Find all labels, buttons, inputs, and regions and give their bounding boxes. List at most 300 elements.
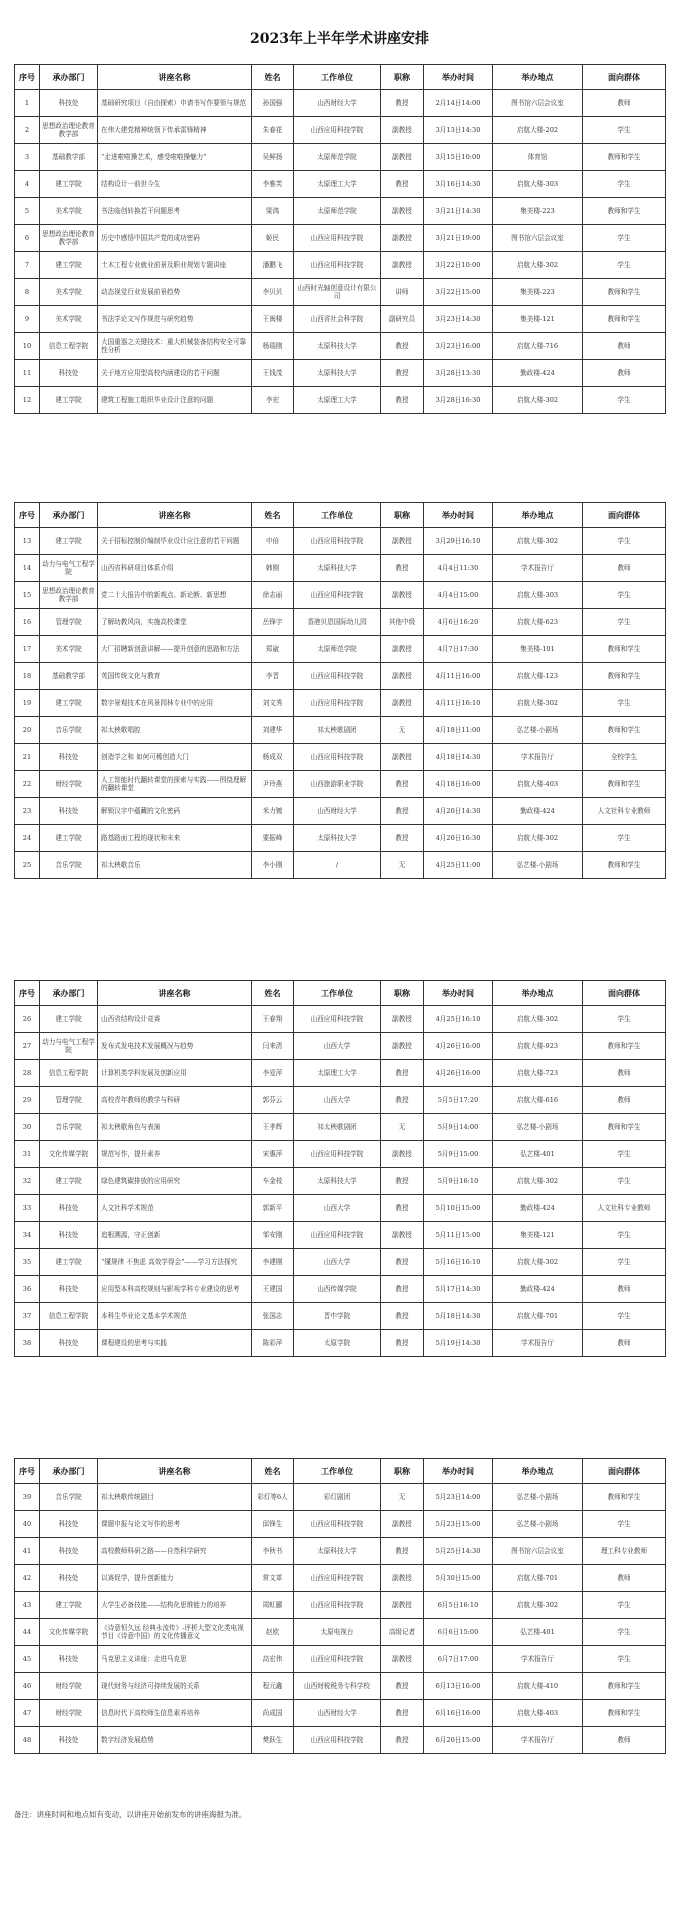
column-header: 承办部门 bbox=[40, 1459, 98, 1484]
cell-location: 集美楼-223 bbox=[493, 279, 583, 306]
cell-affiliation: 祁太秧歌剧团 bbox=[294, 717, 381, 744]
cell-department: 音乐学院 bbox=[40, 1484, 98, 1511]
cell-lecture-title: 书法学论文写作规范与研究趋势 bbox=[98, 306, 252, 333]
cell-lecture-title: 祁太秧歌音乐 bbox=[98, 852, 252, 879]
schedule-table-4 bbox=[14, 1458, 666, 1754]
cell-location: 学术报告厅 bbox=[493, 555, 583, 582]
table-row bbox=[15, 90, 666, 117]
column-header: 讲座名称 bbox=[98, 503, 252, 528]
cell-rank: 副教授 bbox=[381, 198, 424, 225]
cell-lecture-title: 英国传统文化与教育 bbox=[98, 663, 252, 690]
cell-time: 3月16日14:30 bbox=[424, 171, 493, 198]
cell-rank: 无 bbox=[381, 1114, 424, 1141]
cell-time: 6月13日16:00 bbox=[424, 1673, 493, 1700]
cell-department: 科技处 bbox=[40, 90, 98, 117]
cell-department: 基础教学部 bbox=[40, 144, 98, 171]
column-header: 面向群体 bbox=[583, 503, 666, 528]
cell-location: 启航大楼-202 bbox=[493, 117, 583, 144]
cell-speaker: 吴鲜扬 bbox=[252, 144, 294, 171]
table-row bbox=[15, 1168, 666, 1195]
cell-affiliation: 太原师范学院 bbox=[294, 636, 381, 663]
cell-speaker: 郑崴 bbox=[252, 636, 294, 663]
cell-time: 5月9日15:00 bbox=[424, 1141, 493, 1168]
cell-location: 图书馆六层会议室 bbox=[493, 90, 583, 117]
cell-time: 3月23日16:00 bbox=[424, 333, 493, 360]
table-row bbox=[15, 171, 666, 198]
cell-department: 科技处 bbox=[40, 1646, 98, 1673]
cell-rank: 教授 bbox=[381, 1727, 424, 1754]
table-row bbox=[15, 1619, 666, 1646]
cell-rank: 教授 bbox=[381, 360, 424, 387]
cell-rank: 副教授 bbox=[381, 528, 424, 555]
table-row bbox=[15, 1114, 666, 1141]
cell-department: 科技处 bbox=[40, 1222, 98, 1249]
cell-audience: 教师和学生 bbox=[583, 1114, 666, 1141]
cell-audience: 教师和学生 bbox=[583, 1700, 666, 1727]
cell-rank: 副教授 bbox=[381, 1592, 424, 1619]
cell-location: 集美楼-101 bbox=[493, 636, 583, 663]
cell-department: 建工学院 bbox=[40, 1168, 98, 1195]
cell-speaker: 郭芬云 bbox=[252, 1087, 294, 1114]
table-row bbox=[15, 1087, 666, 1114]
cell-index: 4 bbox=[15, 171, 40, 198]
cell-department: 财经学院 bbox=[40, 1700, 98, 1727]
cell-department: 建工学院 bbox=[40, 1006, 98, 1033]
cell-location: 弘艺楼-小剧场 bbox=[493, 852, 583, 879]
cell-rank: 讲师 bbox=[381, 279, 424, 306]
table-row bbox=[15, 387, 666, 414]
cell-speaker: 车金枝 bbox=[252, 1168, 294, 1195]
column-header: 讲座名称 bbox=[98, 981, 252, 1006]
cell-speaker: 李贝贝 bbox=[252, 279, 294, 306]
cell-rank: 副教授 bbox=[381, 663, 424, 690]
column-header: 序号 bbox=[15, 65, 40, 90]
cell-lecture-title: 建筑工程施工组织毕业设计注意的问题 bbox=[98, 387, 252, 414]
cell-rank: 教授 bbox=[381, 333, 424, 360]
cell-rank: 副教授 bbox=[381, 582, 424, 609]
cell-location: 集美楼-121 bbox=[493, 1222, 583, 1249]
cell-rank: 教授 bbox=[381, 1168, 424, 1195]
table-row bbox=[15, 333, 666, 360]
cell-affiliation: 太原科技大学 bbox=[294, 825, 381, 852]
cell-speaker: 王孝辉 bbox=[252, 1114, 294, 1141]
cell-index: 44 bbox=[15, 1619, 40, 1646]
cell-rank: 副教授 bbox=[381, 252, 424, 279]
cell-affiliation: 祁太秧歌剧团 bbox=[294, 1114, 381, 1141]
cell-index: 2 bbox=[15, 117, 40, 144]
cell-speaker: 申倍 bbox=[252, 528, 294, 555]
cell-speaker: 梁鸿 bbox=[252, 198, 294, 225]
cell-speaker: 李晋 bbox=[252, 663, 294, 690]
cell-speaker: 程元鑫 bbox=[252, 1673, 294, 1700]
cell-index: 40 bbox=[15, 1511, 40, 1538]
column-header: 举办时间 bbox=[424, 65, 493, 90]
cell-location: 学术报告厅 bbox=[493, 1330, 583, 1357]
cell-affiliation: 太原理工大学 bbox=[294, 387, 381, 414]
cell-department: 科技处 bbox=[40, 1538, 98, 1565]
cell-lecture-title: 现代财务与经济可持续发展的关系 bbox=[98, 1673, 252, 1700]
column-header: 面向群体 bbox=[583, 65, 666, 90]
cell-audience: 教师 bbox=[583, 90, 666, 117]
cell-rank: 教授 bbox=[381, 1087, 424, 1114]
cell-location: 弘艺楼-401 bbox=[493, 1619, 583, 1646]
table-row bbox=[15, 744, 666, 771]
cell-location: 启航大楼-403 bbox=[493, 1700, 583, 1727]
cell-audience: 学生 bbox=[583, 1141, 666, 1168]
cell-speaker: 李小刚 bbox=[252, 852, 294, 879]
cell-affiliation: 山西旅游职业学院 bbox=[294, 771, 381, 798]
cell-rank: 副研究员 bbox=[381, 306, 424, 333]
cell-affiliation: 山西应用科技学院 bbox=[294, 744, 381, 771]
table-row bbox=[15, 1060, 666, 1087]
cell-speaker: 邹安刚 bbox=[252, 1222, 294, 1249]
cell-location: 启航大楼-723 bbox=[493, 1060, 583, 1087]
cell-lecture-title: 《诗意恒久远 经典永流传》-评析大型文化类电视节目《诗意中国》的文化传播意义 bbox=[98, 1619, 252, 1646]
cell-rank: 教授 bbox=[381, 1538, 424, 1565]
cell-index: 31 bbox=[15, 1141, 40, 1168]
column-header: 承办部门 bbox=[40, 503, 98, 528]
cell-time: 6月20日15:00 bbox=[424, 1727, 493, 1754]
cell-lecture-title: 基础研究项目（自由探索）申请书写作要领与规范 bbox=[98, 90, 252, 117]
cell-lecture-title: 结构设计一前世今生 bbox=[98, 171, 252, 198]
column-header: 职称 bbox=[381, 981, 424, 1006]
cell-rank: 无 bbox=[381, 1484, 424, 1511]
cell-rank: 无 bbox=[381, 852, 424, 879]
cell-lecture-title: 祁太秧歌唱腔 bbox=[98, 717, 252, 744]
cell-index: 45 bbox=[15, 1646, 40, 1673]
cell-affiliation: 山西大学 bbox=[294, 1195, 381, 1222]
cell-affiliation: 太原理工大学 bbox=[294, 171, 381, 198]
cell-time: 4月4日11:30 bbox=[424, 555, 493, 582]
cell-time: 5月11日15:00 bbox=[424, 1222, 493, 1249]
cell-speaker: 邱锋生 bbox=[252, 1511, 294, 1538]
cell-rank: 副教授 bbox=[381, 690, 424, 717]
cell-time: 4月20日16:30 bbox=[424, 825, 493, 852]
cell-location: 弘艺楼-小剧场 bbox=[493, 1114, 583, 1141]
cell-audience: 教师和学生 bbox=[583, 717, 666, 744]
column-header: 举办时间 bbox=[424, 503, 493, 528]
cell-location: 启航大楼-302 bbox=[493, 528, 583, 555]
cell-lecture-title: 数字景观技术在风景园林专业中的应用 bbox=[98, 690, 252, 717]
cell-audience: 教师和学生 bbox=[583, 1484, 666, 1511]
cell-lecture-title: 绿色建筑碳排放的应用研究 bbox=[98, 1168, 252, 1195]
cell-time: 5月23日15:00 bbox=[424, 1511, 493, 1538]
cell-location: 图书馆六层会议室 bbox=[493, 1538, 583, 1565]
cell-department: 科技处 bbox=[40, 1565, 98, 1592]
cell-rank: 教授 bbox=[381, 771, 424, 798]
cell-location: 启航大楼-302 bbox=[493, 1249, 583, 1276]
cell-department: 美术学院 bbox=[40, 306, 98, 333]
cell-department: 建工学院 bbox=[40, 171, 98, 198]
cell-index: 15 bbox=[15, 582, 40, 609]
cell-location: 启航大楼-302 bbox=[493, 1006, 583, 1033]
cell-affiliation: 山西财经大学 bbox=[294, 798, 381, 825]
cell-rank: 副教授 bbox=[381, 144, 424, 171]
cell-index: 11 bbox=[15, 360, 40, 387]
cell-index: 22 bbox=[15, 771, 40, 798]
cell-audience: 学生 bbox=[583, 1592, 666, 1619]
cell-department: 思想政治理论教育教学部 bbox=[40, 117, 98, 144]
cell-lecture-title: 祁太秧歌角色与表演 bbox=[98, 1114, 252, 1141]
cell-time: 5月17日14:30 bbox=[424, 1276, 493, 1303]
table-header-row bbox=[15, 65, 666, 90]
column-header: 举办地点 bbox=[493, 65, 583, 90]
cell-audience: 学生 bbox=[583, 582, 666, 609]
cell-affiliation: 太原电视台 bbox=[294, 1619, 381, 1646]
column-header: 举办时间 bbox=[424, 1459, 493, 1484]
cell-affiliation: 山西应用科技学院 bbox=[294, 1006, 381, 1033]
cell-lecture-title: 马克思主义讲座：走进马克思 bbox=[98, 1646, 252, 1673]
cell-audience: 学生 bbox=[583, 1249, 666, 1276]
cell-audience: 全校学生 bbox=[583, 744, 666, 771]
cell-speaker: 宋惠萍 bbox=[252, 1141, 294, 1168]
column-header: 举办地点 bbox=[493, 981, 583, 1006]
column-header: 职称 bbox=[381, 503, 424, 528]
cell-speaker: 姬民 bbox=[252, 225, 294, 252]
cell-lecture-title: 关于招标控制价编制毕业设计应注意的若干问题 bbox=[98, 528, 252, 555]
cell-index: 20 bbox=[15, 717, 40, 744]
cell-rank: 教授 bbox=[381, 171, 424, 198]
cell-time: 4月18日16:00 bbox=[424, 771, 493, 798]
cell-time: 3月28日13:30 bbox=[424, 360, 493, 387]
cell-speaker: 杨成双 bbox=[252, 744, 294, 771]
table-row bbox=[15, 279, 666, 306]
footnote: 备注：讲座时间和地点如有变动，以讲座开始前发布的讲座海报为准。 bbox=[14, 1810, 247, 1819]
cell-location: 弘艺楼-401 bbox=[493, 1141, 583, 1168]
cell-speaker: 刘文秀 bbox=[252, 690, 294, 717]
cell-department: 思想政治理论教育教学部 bbox=[40, 225, 98, 252]
cell-rank: 教授 bbox=[381, 1195, 424, 1222]
cell-audience: 教师和学生 bbox=[583, 771, 666, 798]
table-row bbox=[15, 636, 666, 663]
cell-audience: 教师和学生 bbox=[583, 1033, 666, 1060]
cell-audience: 人文社科专业教师 bbox=[583, 1195, 666, 1222]
cell-speaker: 王闽楼 bbox=[252, 306, 294, 333]
cell-time: 5月18日14:30 bbox=[424, 1303, 493, 1330]
cell-audience: 教师 bbox=[583, 1330, 666, 1357]
cell-index: 42 bbox=[15, 1565, 40, 1592]
cell-department: 音乐学院 bbox=[40, 717, 98, 744]
cell-index: 5 bbox=[15, 198, 40, 225]
cell-speaker: 米力镀 bbox=[252, 798, 294, 825]
cell-audience: 教师和学生 bbox=[583, 279, 666, 306]
column-header: 讲座名称 bbox=[98, 1459, 252, 1484]
cell-time: 4月18日11:00 bbox=[424, 717, 493, 744]
cell-lecture-title: 规范写作，提升素养 bbox=[98, 1141, 252, 1168]
cell-time: 3月22日10:00 bbox=[424, 252, 493, 279]
cell-speaker: 陈彩萍 bbox=[252, 1330, 294, 1357]
cell-affiliation: 山西应用科技学院 bbox=[294, 1646, 381, 1673]
cell-lecture-title: 书法临创转换若干问题思考 bbox=[98, 198, 252, 225]
cell-speaker: 周虹郦 bbox=[252, 1592, 294, 1619]
cell-speaker: 赵欧 bbox=[252, 1619, 294, 1646]
cell-department: 科技处 bbox=[40, 798, 98, 825]
table-row bbox=[15, 1565, 666, 1592]
cell-location: 学术报告厅 bbox=[493, 1646, 583, 1673]
schedule-table-1 bbox=[14, 64, 666, 414]
cell-lecture-title: 祁太秧歌传统剧目 bbox=[98, 1484, 252, 1511]
column-header: 承办部门 bbox=[40, 65, 98, 90]
cell-index: 28 bbox=[15, 1060, 40, 1087]
cell-lecture-title: 路基路面工程的现状和未来 bbox=[98, 825, 252, 852]
cell-department: 建工学院 bbox=[40, 252, 98, 279]
cell-time: 3月23日14:30 bbox=[424, 306, 493, 333]
table-row bbox=[15, 1592, 666, 1619]
cell-department: 音乐学院 bbox=[40, 1114, 98, 1141]
cell-affiliation: 山西省社会科学院 bbox=[294, 306, 381, 333]
cell-affiliation: 晋中学院 bbox=[294, 1303, 381, 1330]
cell-speaker: 常文革 bbox=[252, 1565, 294, 1592]
cell-lecture-title: 党二十大报告中的新观点、新论断、新思想 bbox=[98, 582, 252, 609]
table-row bbox=[15, 1249, 666, 1276]
cell-department: 信息工程学院 bbox=[40, 333, 98, 360]
table-row bbox=[15, 252, 666, 279]
cell-time: 6月7日17:00 bbox=[424, 1646, 493, 1673]
cell-affiliation: 山西应用科技学院 bbox=[294, 117, 381, 144]
table-row bbox=[15, 1538, 666, 1565]
cell-lecture-title: 山西省科研项目体系介绍 bbox=[98, 555, 252, 582]
table-row bbox=[15, 306, 666, 333]
cell-department: 科技处 bbox=[40, 360, 98, 387]
cell-location: 体育馆 bbox=[493, 144, 583, 171]
cell-location: 集美楼-223 bbox=[493, 198, 583, 225]
column-header: 工作单位 bbox=[294, 981, 381, 1006]
cell-lecture-title: 土木工程专业就业前景及职业规划专题讲座 bbox=[98, 252, 252, 279]
cell-time: 4月18日14:30 bbox=[424, 744, 493, 771]
cell-speaker: 王钱茂 bbox=[252, 360, 294, 387]
cell-affiliation: 太原科技大学 bbox=[294, 1168, 381, 1195]
cell-department: 建工学院 bbox=[40, 387, 98, 414]
cell-lecture-title: 历史中感悟中国共产党的成功密码 bbox=[98, 225, 252, 252]
cell-index: 38 bbox=[15, 1330, 40, 1357]
table-row bbox=[15, 1141, 666, 1168]
cell-rank: 教授 bbox=[381, 90, 424, 117]
cell-index: 48 bbox=[15, 1727, 40, 1754]
cell-audience: 学生 bbox=[583, 528, 666, 555]
table-row bbox=[15, 198, 666, 225]
cell-speaker: 朱春花 bbox=[252, 117, 294, 144]
cell-audience: 学生 bbox=[583, 1619, 666, 1646]
cell-department: 动力与电气工程学院 bbox=[40, 555, 98, 582]
cell-affiliation: 香港贝恩国际幼儿园 bbox=[294, 609, 381, 636]
table-row bbox=[15, 1330, 666, 1357]
cell-location: 启航大楼-410 bbox=[493, 1673, 583, 1700]
cell-affiliation: 山西传媒学院 bbox=[294, 1276, 381, 1303]
cell-affiliation: 山西财税税务专科学校 bbox=[294, 1673, 381, 1700]
cell-location: 学术报告厅 bbox=[493, 744, 583, 771]
cell-affiliation: 山西应用科技学院 bbox=[294, 1222, 381, 1249]
cell-audience: 教师 bbox=[583, 1565, 666, 1592]
table-row bbox=[15, 1033, 666, 1060]
cell-audience: 教师 bbox=[583, 333, 666, 360]
column-header: 序号 bbox=[15, 981, 40, 1006]
cell-index: 21 bbox=[15, 744, 40, 771]
cell-index: 41 bbox=[15, 1538, 40, 1565]
cell-location: 勤政楼-424 bbox=[493, 360, 583, 387]
cell-index: 27 bbox=[15, 1033, 40, 1060]
cell-affiliation: 山西应用科技学院 bbox=[294, 225, 381, 252]
cell-speaker: 要振峰 bbox=[252, 825, 294, 852]
cell-department: 科技处 bbox=[40, 1276, 98, 1303]
cell-index: 25 bbox=[15, 852, 40, 879]
cell-lecture-title: 课程建设的思考与实践 bbox=[98, 1330, 252, 1357]
column-header: 序号 bbox=[15, 1459, 40, 1484]
cell-index: 33 bbox=[15, 1195, 40, 1222]
table-row bbox=[15, 528, 666, 555]
column-header: 工作单位 bbox=[294, 65, 381, 90]
cell-audience: 人文社科专业教师 bbox=[583, 798, 666, 825]
cell-department: 信息工程学院 bbox=[40, 1303, 98, 1330]
cell-lecture-title: 人工智能时代翻转课堂的探索与实践——围绕理解的翻转课堂 bbox=[98, 771, 252, 798]
cell-index: 32 bbox=[15, 1168, 40, 1195]
cell-rank: 教授 bbox=[381, 1276, 424, 1303]
cell-speaker: 韩刚 bbox=[252, 555, 294, 582]
table-row bbox=[15, 798, 666, 825]
cell-department: 管理学院 bbox=[40, 1087, 98, 1114]
cell-affiliation: 山西应用科技学院 bbox=[294, 1592, 381, 1619]
cell-index: 10 bbox=[15, 333, 40, 360]
cell-lecture-title: 课题申报与论文写作的思考 bbox=[98, 1511, 252, 1538]
cell-rank: 高级记者 bbox=[381, 1619, 424, 1646]
cell-location: 图书馆六层会议室 bbox=[493, 225, 583, 252]
cell-index: 34 bbox=[15, 1222, 40, 1249]
cell-audience: 教师 bbox=[583, 555, 666, 582]
cell-index: 30 bbox=[15, 1114, 40, 1141]
cell-lecture-title: 动态视觉行业发展前景趋势 bbox=[98, 279, 252, 306]
cell-affiliation: 太原科技大学 bbox=[294, 360, 381, 387]
cell-time: 5月19日14:30 bbox=[424, 1330, 493, 1357]
cell-speaker: 张国志 bbox=[252, 1303, 294, 1330]
cell-audience: 教师 bbox=[583, 1087, 666, 1114]
cell-affiliation: 山西应用科技学院 bbox=[294, 663, 381, 690]
column-header: 职称 bbox=[381, 65, 424, 90]
cell-audience: 教师和学生 bbox=[583, 636, 666, 663]
cell-index: 37 bbox=[15, 1303, 40, 1330]
column-header: 职称 bbox=[381, 1459, 424, 1484]
cell-affiliation: 山西应用科技学院 bbox=[294, 1141, 381, 1168]
cell-rank: 教授 bbox=[381, 1700, 424, 1727]
cell-time: 3月21日14:30 bbox=[424, 198, 493, 225]
cell-time: 5月25日14:30 bbox=[424, 1538, 493, 1565]
cell-lecture-title: 人文社科学术规范 bbox=[98, 1195, 252, 1222]
table-row bbox=[15, 1195, 666, 1222]
table-row bbox=[15, 1006, 666, 1033]
cell-index: 3 bbox=[15, 144, 40, 171]
cell-location: 弘艺楼-小剧场 bbox=[493, 1511, 583, 1538]
cell-location: 启航大楼-302 bbox=[493, 690, 583, 717]
cell-time: 5月16日16:10 bbox=[424, 1249, 493, 1276]
cell-index: 47 bbox=[15, 1700, 40, 1727]
cell-audience: 学生 bbox=[583, 1006, 666, 1033]
cell-lecture-title: 高校青年教师的教学与科研 bbox=[98, 1087, 252, 1114]
cell-rank: 教授 bbox=[381, 1330, 424, 1357]
cell-time: 5月10日15:00 bbox=[424, 1195, 493, 1222]
column-header: 序号 bbox=[15, 503, 40, 528]
cell-lecture-title: 了解幼教风向，实施高校课堂 bbox=[98, 609, 252, 636]
cell-time: 3月15日10:00 bbox=[424, 144, 493, 171]
cell-location: 启航大楼-623 bbox=[493, 609, 583, 636]
cell-audience: 教师和学生 bbox=[583, 144, 666, 171]
cell-rank: 教授 bbox=[381, 798, 424, 825]
cell-audience: 教师和学生 bbox=[583, 306, 666, 333]
cell-index: 9 bbox=[15, 306, 40, 333]
cell-department: 建工学院 bbox=[40, 528, 98, 555]
cell-rank: 教授 bbox=[381, 555, 424, 582]
cell-department: 美术学院 bbox=[40, 198, 98, 225]
table-row bbox=[15, 663, 666, 690]
cell-audience: 学生 bbox=[583, 117, 666, 144]
cell-department: 文化传媒学院 bbox=[40, 1619, 98, 1646]
